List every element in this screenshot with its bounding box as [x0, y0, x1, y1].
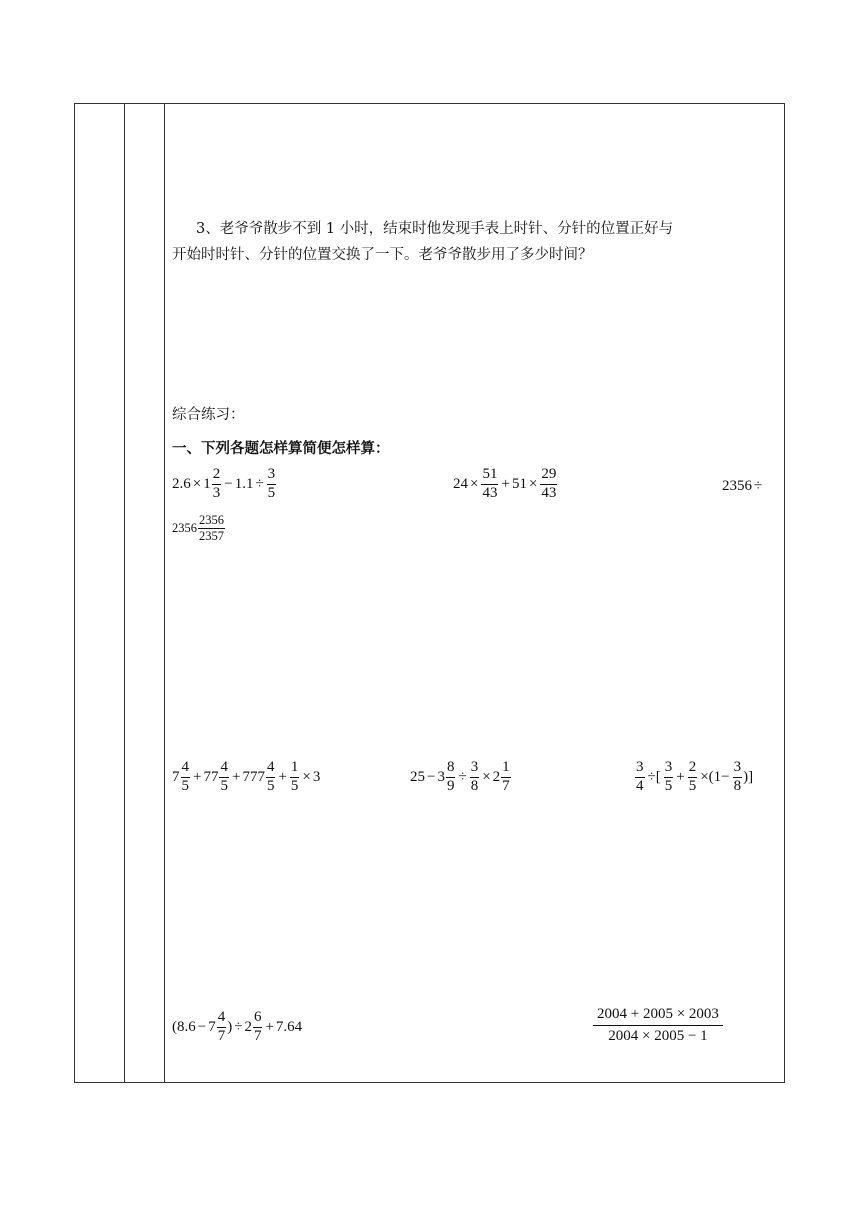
expr-1: 2.6 × 1 $\frac{2}{3}$ − 1.1 ÷ $\frac{3}{5}$	[172, 466, 276, 501]
expr-8: $\frac{2004 + 2005 \times 2003}{2004 \times 2005 - 1}$	[592, 1007, 724, 1045]
expr-7: (8.6 − 7 $\frac{4}{7}$ ) ÷ 2 $\frac{6}{7}$ + 7.64	[172, 1009, 303, 1044]
expr-4: 7 $\frac{4}{5}$ + 77 $\frac{4}{5}$ + 777 $\frac{4}{5}$ + $\frac{1}{5}$ × 3	[172, 759, 321, 794]
expr-5: 25 − 3 $\frac{8}{9}$ ÷ $\frac{3}{8}$ × 2 $\frac{1}{7}$	[410, 759, 510, 794]
expr-6: $\frac{3}{4}$ ÷[ $\frac{3}{5}$ + $\frac{2}{5}$ ×(1− $\frac{3}{8}$ )]	[636, 759, 754, 794]
expr-3-part2: 2356 $\frac{2356}{2357}$	[172, 513, 224, 544]
section1-heading: 一、下列各题怎样算简便怎样算：	[172, 441, 390, 457]
expr-2: 24 × $\frac{51}{43}$ + 51 × $\frac{29}{43}$	[453, 466, 557, 501]
column-divider-1	[124, 103, 125, 1083]
column-divider-2	[164, 103, 165, 1083]
problem3-line1: 3、老爷爷散步不到 1 小时，结束时他发现手表上时针、分针的位置正好与	[196, 221, 674, 237]
practice-heading: 综合练习：	[172, 407, 245, 423]
problem3-line2: 开始时时针、分针的位置交换了一下。老爷爷散步用了多少时间？	[172, 247, 593, 263]
expr-3-part1: 2356 ÷	[722, 478, 763, 494]
